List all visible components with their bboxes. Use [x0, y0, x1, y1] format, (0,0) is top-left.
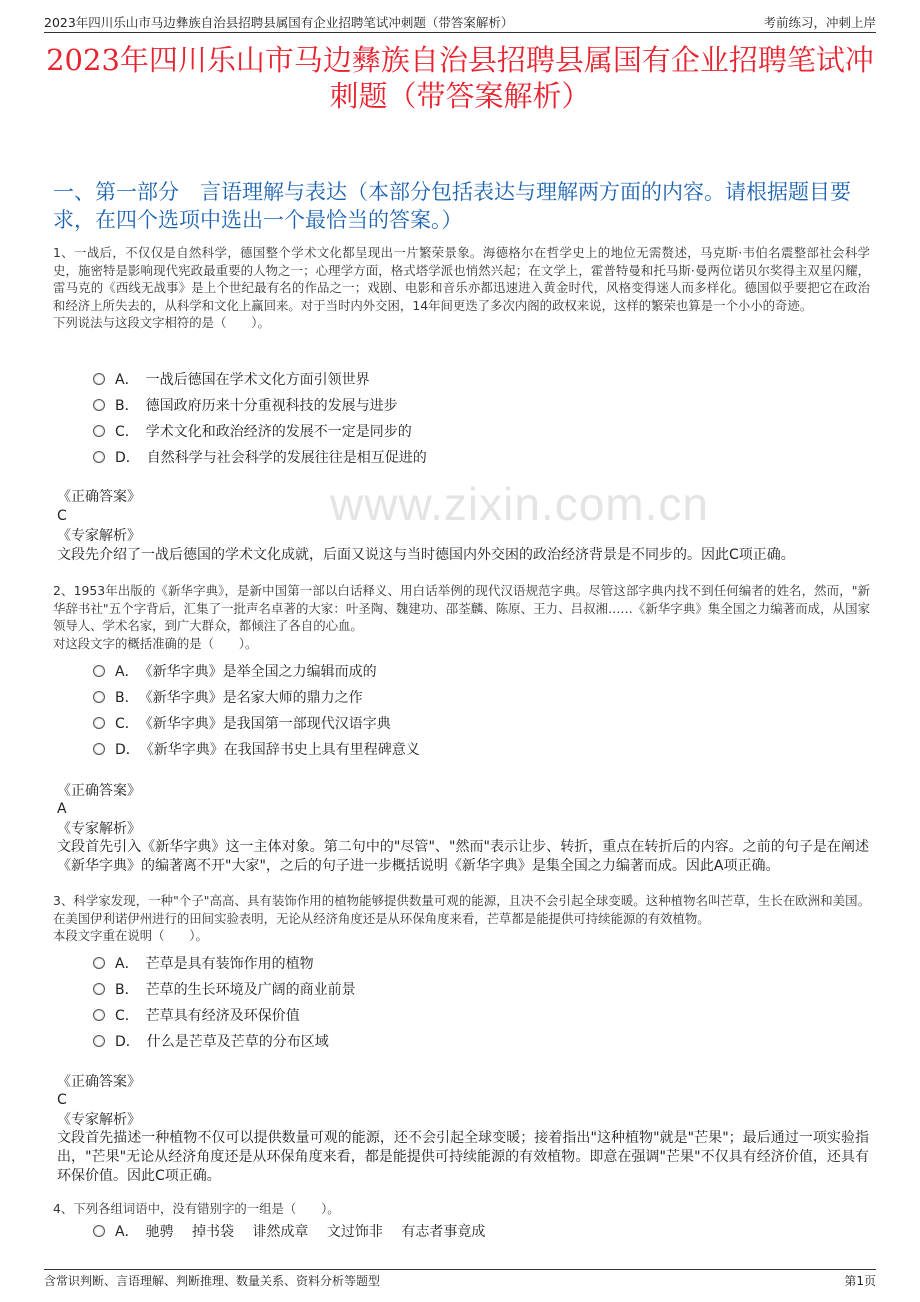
analysis-label: 《专家解析》: [57, 1112, 141, 1128]
question-1-option-a[interactable]: [93, 370, 370, 390]
question-3-option-c[interactable]: [93, 1006, 300, 1026]
answer-label: 《正确答案》: [57, 489, 141, 505]
section-heading: 一、第一部分 言语理解与表达（本部分包括表达与理解两方面的内容。请根据题目要求，在四个选项中选出一个最恰当的答案。）: [53, 180, 851, 232]
radio-button[interactable]: [93, 665, 105, 677]
analysis-label: 《专家解析》: [57, 528, 141, 544]
radio-button[interactable]: [93, 373, 105, 385]
radio-button[interactable]: [93, 957, 105, 969]
option-label: B． 德国政府历来十分重视科技的发展与进步: [115, 398, 398, 414]
question-1-text: 1、一战后，不仅仅是自然科学，德国整个学术文化都呈现出一片繁荣景象。海德格尔在哲学史上的地位无需赘述，马克斯·韦伯名震整部社会科学史，施密特是影响现代宪政最重要的人物之一；心理学方面，格式塔学派也悄然兴起；在文学上，霍普特曼和托马斯·曼两位诺贝尔奖得主双星闪耀，雷马克的《西线无战事》是上个世纪最有名的作品之一；戏剧、电影和音乐亦都迅速进入黄金时代，风格变得迷人而多样化。德国似乎要把它在政治和经济上所失去的，从科学和文化上赢回来。对于当时内外交困，14年间更迭了多次内阁的政权来说，这样的繁荣也算是一个小小的奇迹。: [53, 245, 870, 313]
option-label: B． 《新华字典》是名家大师的鼎力之作: [115, 690, 363, 706]
option-label: A． 芒草是具有装饰作用的植物: [115, 956, 314, 972]
footer-note: 含常识判断、言语理解、判断推理、数量关系、资料分析等题型: [44, 1274, 381, 1288]
question-2: [53, 582, 870, 652]
option-label: C． 芒草具有经济及环保价值: [115, 1008, 300, 1024]
question-3-option-a[interactable]: [93, 954, 314, 974]
header-title: 2023年四川乐山市马边彝族自治县招聘县属国有企业招聘笔试冲刺题（带答案解析）: [44, 15, 514, 30]
radio-button[interactable]: [93, 425, 105, 437]
page-header: [44, 12, 876, 33]
page-number: 第1页: [844, 1274, 876, 1288]
question-2-option-a[interactable]: [93, 662, 377, 682]
answer-label: 《正确答案》: [57, 783, 141, 799]
question-1: [53, 244, 870, 332]
question-2-option-d[interactable]: [93, 740, 420, 760]
option-label: A． 一战后德国在学术文化方面引领世界: [115, 372, 370, 388]
radio-button[interactable]: [93, 691, 105, 703]
radio-button[interactable]: [93, 451, 105, 463]
answer-label: 《正确答案》: [57, 1074, 141, 1090]
option-label: D． 《新华字典》在我国辞书史上具有里程碑意义: [115, 742, 420, 758]
question-1-analysis: 文段先介绍了一战后德国的学术文化成就，后面又说这与当时德国内外交困的政治经济背景是不同步的。因此C项正确。: [57, 547, 795, 563]
option-label: A． 驰骋 掉书袋 诽然成章 文过饰非 有志者事竟成: [115, 1224, 486, 1240]
option-label: C． 学术文化和政治经济的发展不一定是同步的: [115, 424, 412, 440]
question-2-option-b[interactable]: [93, 688, 363, 708]
document-title: 2023年四川乐山市马边彝族自治县招聘县属国有企业招聘笔试冲刺题（带答案解析）: [46, 43, 874, 113]
radio-button[interactable]: [93, 1225, 105, 1237]
radio-button[interactable]: [93, 983, 105, 995]
header-slogan: 考前练习，冲刺上岸: [763, 15, 876, 30]
question-3-option-b[interactable]: [93, 980, 356, 1000]
question-2-analysis: 文段首先引入《新华字典》这一主体对象。第二句中的"尽管"、"然而"表示让步、转折，重点在转折后的内容。之前的句子是在阐述《新华字典》的编著离不开"大家"，之后的句子进一步概括说明《新华字典》是集全国之力编著而成。因此A项正确。: [57, 839, 869, 874]
question-3-answer: C: [57, 1092, 67, 1108]
option-label: B． 芒草的生长环境及广阔的商业前景: [115, 982, 356, 998]
radio-button[interactable]: [93, 399, 105, 411]
question-3-text: 3、科学家发现，一种"个子"高高、具有装饰作用的植物能够提供数量可观的能源，且决不会引起全球变暖。这种植物名叫芒草，生长在欧洲和美国。在美国伊利诺伊州进行的田间实验表明，无论从经济角度还是从环保角度来看，芒草都是能提供可持续能源的有效植物。: [53, 893, 870, 926]
question-1-option-d[interactable]: [93, 448, 427, 468]
question-2-text: 2、1953年出版的《新华字典》，是新中国第一部以白话释义、用白话举例的现代汉语规范字典。尽管这部字典内找不到任何编者的姓名，然而，"新华辞书社"五个字背后，汇集了一批声名卓著的大家：叶圣陶、魏建功、邵荃麟、陈原、王力、吕叔湘……《新华字典》集全国之力编著而成，从国家领导人、学术名家，到广大群众，都倾注了各自的心血。: [53, 583, 870, 634]
radio-button[interactable]: [93, 743, 105, 755]
analysis-label: 《专家解析》: [57, 821, 141, 837]
question-1-option-b[interactable]: [93, 396, 398, 416]
option-label: D． 什么是芒草及芒草的分布区域: [115, 1034, 329, 1050]
page-footer: [44, 1269, 876, 1289]
question-3: [53, 892, 870, 945]
question-3-option-d[interactable]: [93, 1032, 329, 1052]
question-1-answer: C: [57, 508, 67, 524]
question-4-option-a[interactable]: [93, 1222, 485, 1242]
radio-button[interactable]: [93, 1035, 105, 1047]
question-3-analysis: 文段首先描述一种植物不仅可以提供数量可观的能源，还不会引起全球变暖；接着指出"这种植物"就是"芒果"；最后通过一项实验指出，"芒果"无论从经济角度还是从环保角度来看，都是能提供可持续能源的有效植物。即意在强调"芒果"不仅具有经济价值，还具有环保价值。因此C项正确。: [57, 1130, 869, 1184]
question-1-option-c[interactable]: [93, 422, 412, 442]
question-2-prompt: 对这段文字的概括准确的是（ ）。: [53, 635, 258, 651]
radio-button[interactable]: [93, 717, 105, 729]
option-label: A． 《新华字典》是举全国之力编辑而成的: [115, 664, 377, 680]
radio-button[interactable]: [93, 1009, 105, 1021]
option-label: C． 《新华字典》是我国第一部现代汉语字典: [115, 716, 391, 732]
watermark: www.zixin.com.cn: [330, 478, 709, 530]
question-3-prompt: 本段文字重在说明（ ）。: [53, 928, 208, 944]
question-4-prompt: 4、下列各组词语中，没有错别字的一组是（ ）。: [53, 1201, 340, 1216]
question-2-answer: A: [57, 801, 67, 817]
question-1-prompt: 下列说法与这段文字相符的是（ ）。: [53, 315, 270, 331]
option-label: D． 自然科学与社会科学的发展往往是相互促进的: [115, 450, 427, 466]
question-2-option-c[interactable]: [93, 714, 391, 734]
